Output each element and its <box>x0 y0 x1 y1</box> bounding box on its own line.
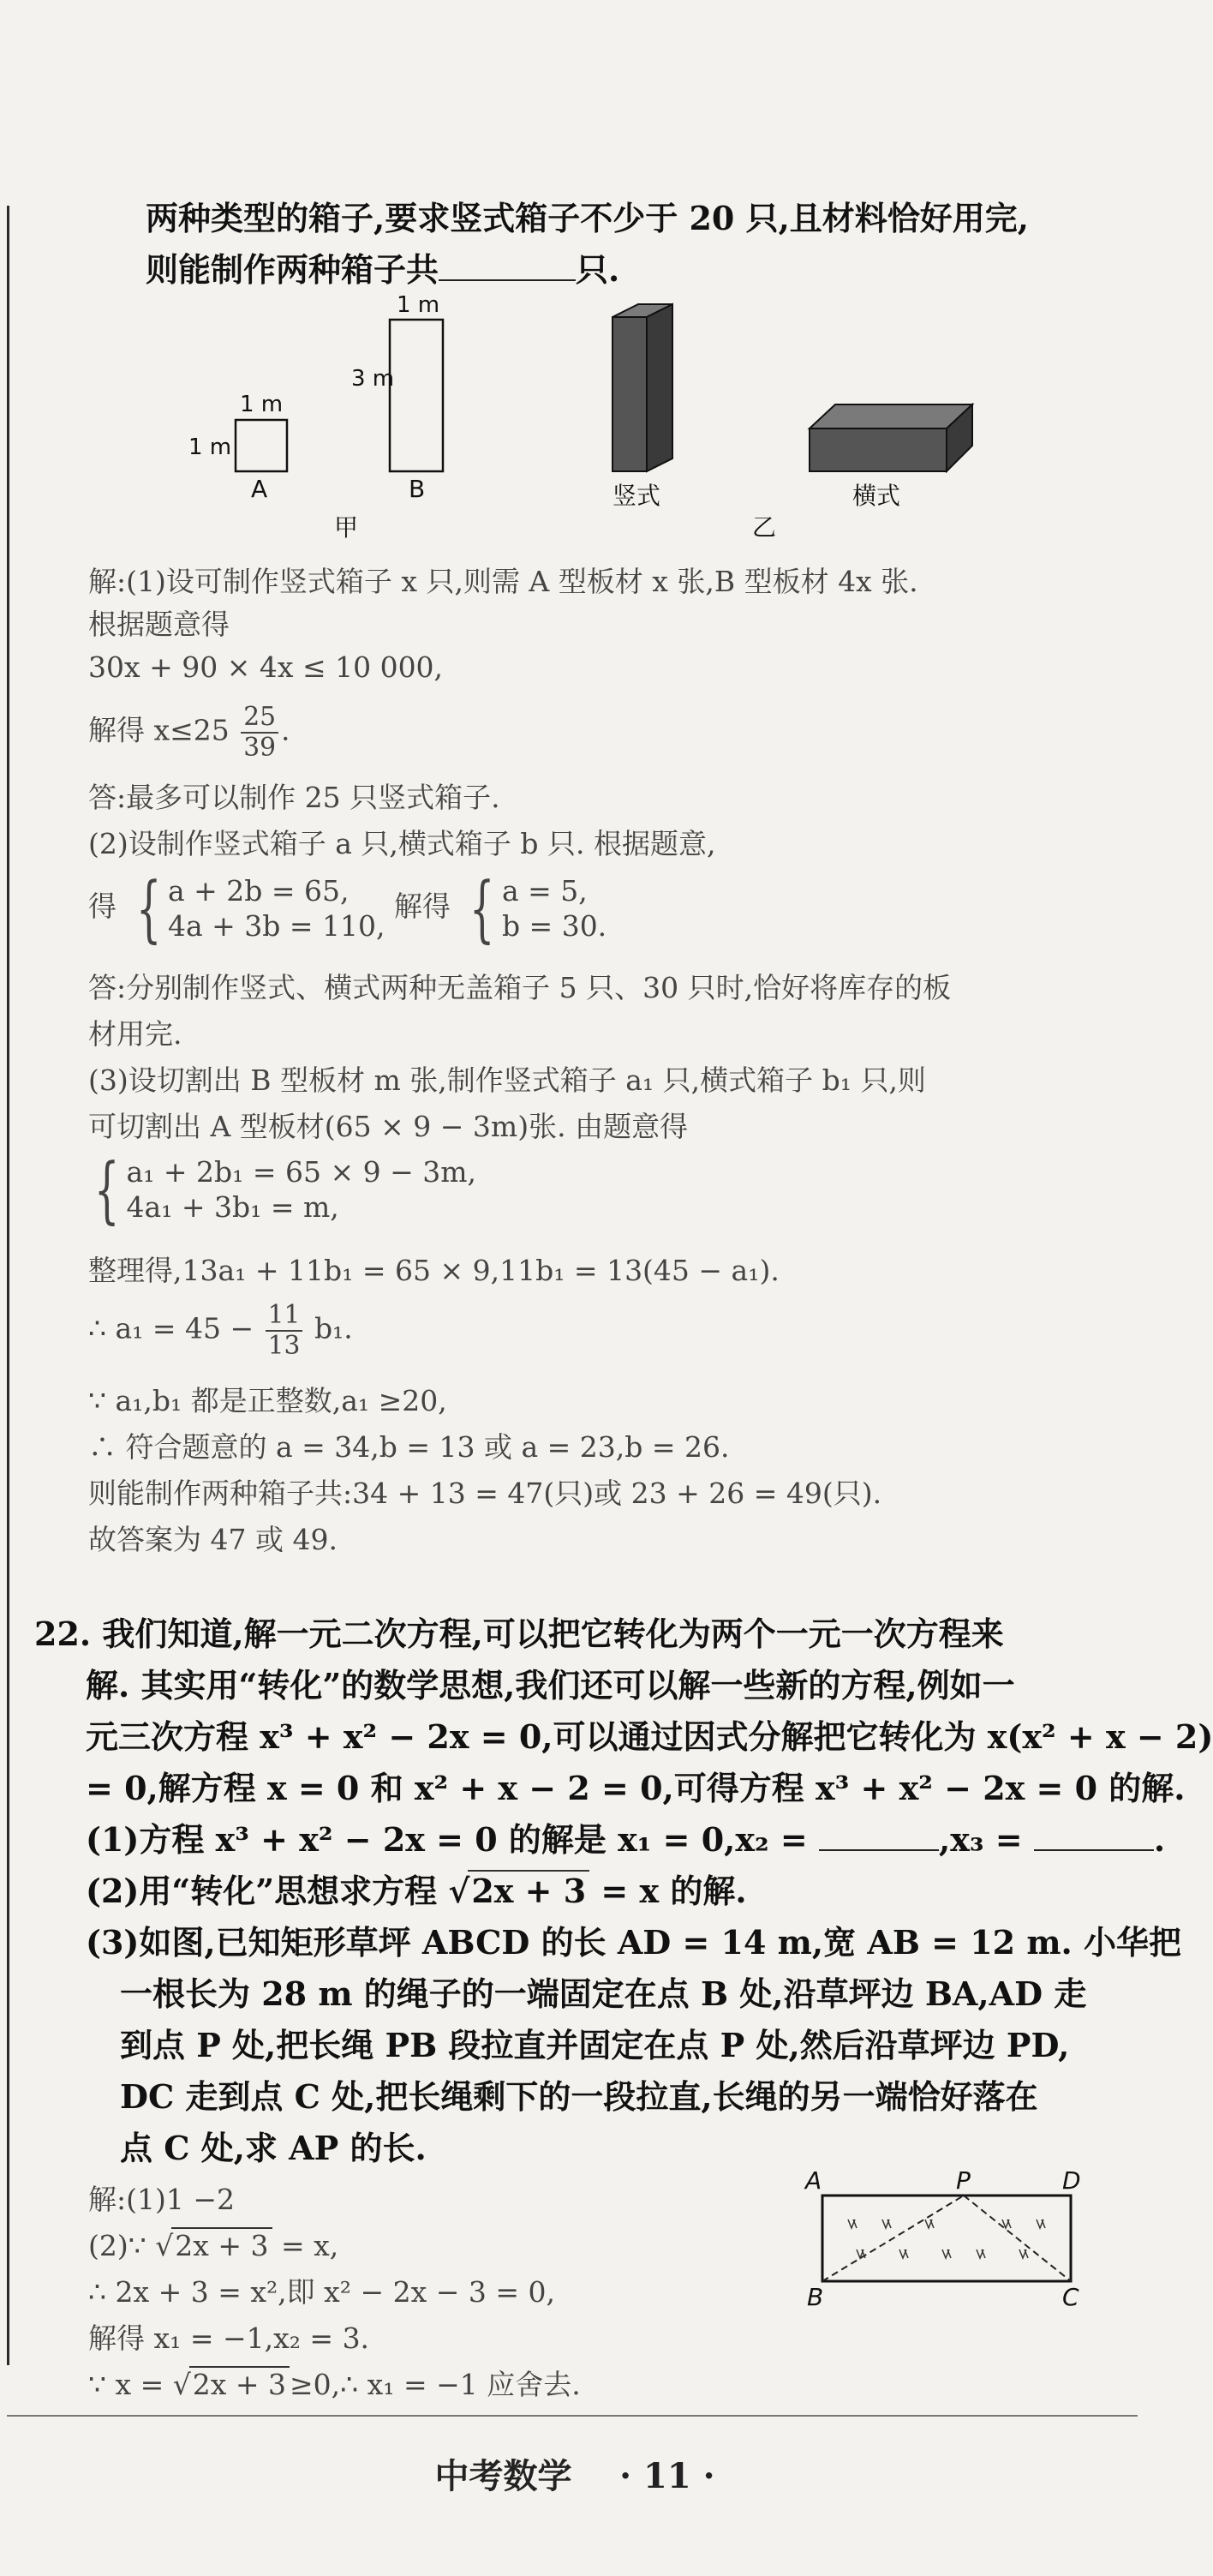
sol21-part2-systems: 得 { a + 2b = 65, 4a + 3b = 110, 解得 { a = 5, b = 30. <box>88 866 607 950</box>
sol21-part3-line-1: (3)设切割出 B 型板材 m 张,制作竖式箱子 a₁ 只,横式箱子 b₁ 只,则 <box>88 1063 926 1097</box>
sol22-line-2: (2)∵ √2x + 3 = x, <box>88 2229 339 2262</box>
vertical-box-label: 竖式 <box>612 482 661 510</box>
sol22-line-5: ∵ x = √2x + 3 ≥0,∴ x₁ = −1 应舍去. <box>88 2368 581 2401</box>
q22-sub-1: (1)方程 x³ + x² − 2x = 0 的解是 x₁ = 0,x₂ = ,x₃ = . <box>86 1820 1166 1859</box>
q22-sub-3-line-4: DC 走到点 C 处,把长绳剩下的一段拉直,长绳的另一端恰好落在 <box>120 2077 1038 2116</box>
board-a-label: A <box>251 475 268 503</box>
page-footer <box>0 2449 1150 2498</box>
sol21-part3-line-10: 故答案为 47 或 49. <box>88 1523 338 1556</box>
horizontal-box-top <box>810 404 972 428</box>
q22-sub-3-line-2: 一根长为 28 m 的绳子的一端固定在点 B 处,沿草坪边 BA,AD 走 <box>120 1974 1087 2013</box>
board-b-label: B <box>409 475 426 503</box>
sol21-answer-2a: 答:分别制作竖式、横式两种无盖箱子 5 只、30 只时,恰好将库存的板 <box>88 971 952 1004</box>
group-jia-label: 甲 <box>334 513 359 542</box>
sol21-answer-2b: 材用完. <box>88 1017 182 1051</box>
intro-line-1: 两种类型的箱子,要求竖式箱子不少于 20 只,且材料恰好用完, <box>146 199 1030 237</box>
sol22-line-4: 解得 x₁ = −1,x₂ = 3. <box>88 2321 370 2355</box>
radicand: 2x + 3 <box>468 1870 589 1910</box>
radical-sign: √ <box>448 1872 470 1910</box>
q22-sub-3-line-3: 到点 P 处,把长绳 PB 段拉直并固定在点 P 处,然后沿草坪边 PD, <box>120 2026 1070 2064</box>
sol21-line-4: 解得 x≤25 $\frac{25}{39}$ . <box>88 702 290 763</box>
board-b <box>390 320 443 471</box>
q22-sub-2: (2)用“转化”思想求方程 √2x + 3 = x 的解. <box>86 1872 747 1910</box>
sol21-part3-line-6: ∴ a₁ = 45 − $\frac{11}{13}$ b₁. <box>88 1300 353 1361</box>
q22-line-2: 解. 其实用“转化”的数学思想,我们还可以解一些新的方程,例如一 <box>86 1666 1015 1704</box>
vertex-a: A <box>805 2166 822 2195</box>
vertical-box-front <box>612 317 647 471</box>
box-materials-figure <box>171 291 1011 548</box>
horizontal-box-front <box>810 428 947 471</box>
q22-line-3: 元三次方程 x³ + x² − 2x = 0,可以通过因式分解把它转化为 x(x² + x − 2) <box>86 1717 1213 1756</box>
vertex-b: B <box>807 2283 824 2311</box>
sol21-part3-line-8: ∴ 符合题意的 a = 34,b = 13 或 a = 23,b = 26. <box>88 1430 730 1464</box>
sol22-line-1: 解:(1)1 −2 <box>88 2183 235 2216</box>
group-yi-label: 乙 <box>752 513 777 542</box>
sol21-answer-1: 答:最多可以制作 25 只竖式箱子. <box>88 781 500 814</box>
answer-blank-x3[interactable] <box>1034 1846 1154 1851</box>
sol22-line-3: ∴ 2x + 3 = x²,即 x² − 2x − 3 = 0, <box>88 2275 555 2309</box>
footer-rule <box>7 2415 1138 2417</box>
sol21-part3-system: { a₁ + 2b₁ = 65 × 9 − 3m, 4a₁ + 3b₁ = m, <box>94 1147 476 1231</box>
sol21-part3-line-5: 整理得,13a₁ + 11b₁ = 65 × 9,11b₁ = 13(45 − a₁). <box>88 1254 780 1287</box>
sol21-line-2: 根据题意得 <box>88 608 230 641</box>
board-a-top-dim: 1 m <box>240 392 284 417</box>
q22-line-4: = 0,解方程 x = 0 和 x² + x − 2 = 0,可得方程 x³ + x² − 2x = 0 的解. <box>86 1769 1186 1807</box>
vertical-box-side <box>647 304 672 471</box>
q22-line-1: 22. 我们知道,解一元二次方程,可以把它转化为两个一元一次方程来 <box>34 1614 1004 1653</box>
sol21-line-3: 30x + 90 × 4x ≤ 10 000, <box>88 650 444 684</box>
sol21-part3-line-2: 可切割出 A 型板材(65 × 9 − 3m)张. 由题意得 <box>88 1110 689 1143</box>
lawn-rectangle-figure <box>805 2166 1088 2311</box>
rope-pc <box>964 2196 1071 2281</box>
board-b-left-dim: 3 m <box>351 366 395 392</box>
fraction-11-13: $\frac{11}{13}$ <box>266 1303 303 1358</box>
lawn-rectangle <box>822 2196 1071 2281</box>
board-a <box>236 420 287 471</box>
board-a-left-dim: 1 m <box>188 434 232 460</box>
q22-sub-3-line-1: (3)如图,已知矩形草坪 ABCD 的长 AD = 14 m,宽 AB = 12 m. 小华把 <box>86 1923 1182 1962</box>
horizontal-box-label: 横式 <box>852 482 901 510</box>
system-1: { a + 2b = 65, 4a + 3b = 110, <box>135 866 385 950</box>
page-number: · 11 · <box>619 2456 715 2496</box>
answer-blank-x2[interactable] <box>819 1846 939 1851</box>
board-b-top-dim: 1 m <box>397 292 440 318</box>
vertex-p: P <box>956 2166 971 2195</box>
sol21-line-1: 解:(1)设可制作竖式箱子 x 只,则需 A 型板材 x 张,B 型板材 4x 张. <box>88 565 918 598</box>
q22-sub-3-line-5: 点 C 处,求 AP 的长. <box>120 2129 427 2167</box>
grass-marks <box>848 2220 1045 2258</box>
intro-line-2: 则能制作两种箱子共 只. <box>146 250 620 289</box>
sol21-part3-line-9: 则能制作两种箱子共:34 + 13 = 47(只)或 23 + 26 = 49(只). <box>88 1477 882 1510</box>
vertex-d: D <box>1062 2166 1081 2195</box>
footer-subject: 中考数学 <box>434 2456 572 2496</box>
rope-pb <box>822 2196 964 2281</box>
sol21-part2-line-1: (2)设制作竖式箱子 a 只,横式箱子 b 只. 根据题意, <box>88 827 716 860</box>
vertex-c: C <box>1062 2283 1079 2311</box>
fraction-25-39: $\frac{25}{39}$ <box>241 704 278 760</box>
system-2: { a = 5, b = 30. <box>469 866 607 950</box>
sol21-part3-line-7: ∵ a₁,b₁ 都是正整数,a₁ ≥20, <box>88 1384 447 1417</box>
left-margin-rule <box>7 206 9 2365</box>
answer-blank[interactable] <box>439 276 576 281</box>
